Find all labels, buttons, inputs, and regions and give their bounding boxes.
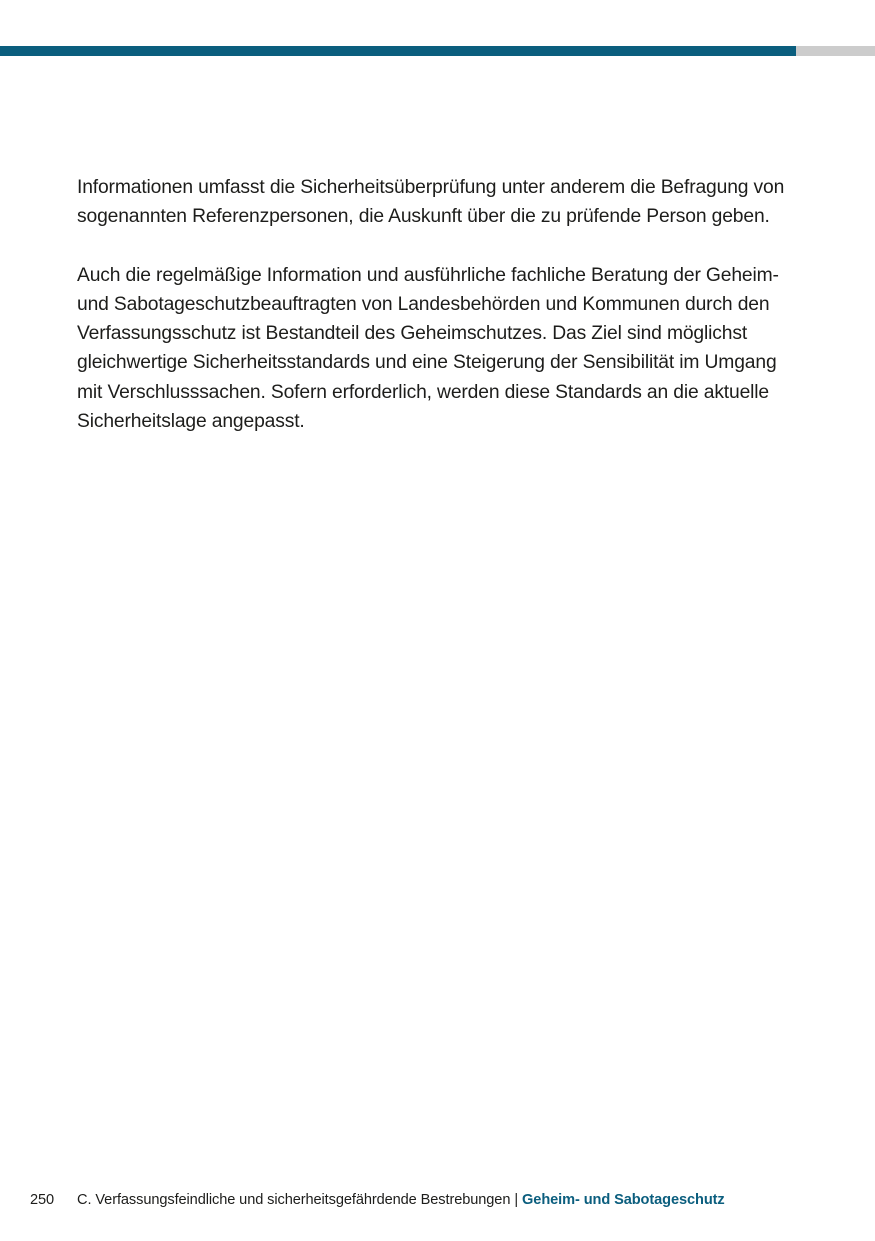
header-rule-accent	[0, 46, 796, 56]
paragraph: Auch die regelmäßige Information und ausführliche fachliche Beratung der Geheim- und Sabotageschutzbeauftragten von Landesbehörden und Kommunen durch den Verfassungsschutz ist Bestandteil des Geheimschutzes. Das Ziel sind möglichst gleichwertige Sicherheitsstandards und eine Steigerung der Sensibilität im Umgang mit Verschlusssachen. Sofern erforderlich, werden diese Standards an die aktuelle Sicherheitslage angepasst.	[77, 264, 779, 433]
footer-breadcrumb	[77, 1190, 725, 1210]
header-rule-grey	[796, 46, 875, 56]
footer-section-title: Geheim- und Sabotageschutz	[522, 1192, 725, 1208]
footer-chapter: C. Verfassungsfeindliche und sicherheitsgefährdende Bestrebungen	[77, 1192, 511, 1208]
page-number: 250	[30, 1192, 55, 1208]
footer-separator: |	[514, 1192, 519, 1208]
header-rule	[0, 46, 875, 56]
paragraph: Informationen umfasst die Sicherheitsüberprüfung unter anderem die Befragung von sogenannten Referenzpersonen, die Auskunft über die zu prüfende Person geben.	[77, 177, 785, 228]
body-text	[77, 173, 802, 465]
page-footer	[0, 1190, 875, 1212]
